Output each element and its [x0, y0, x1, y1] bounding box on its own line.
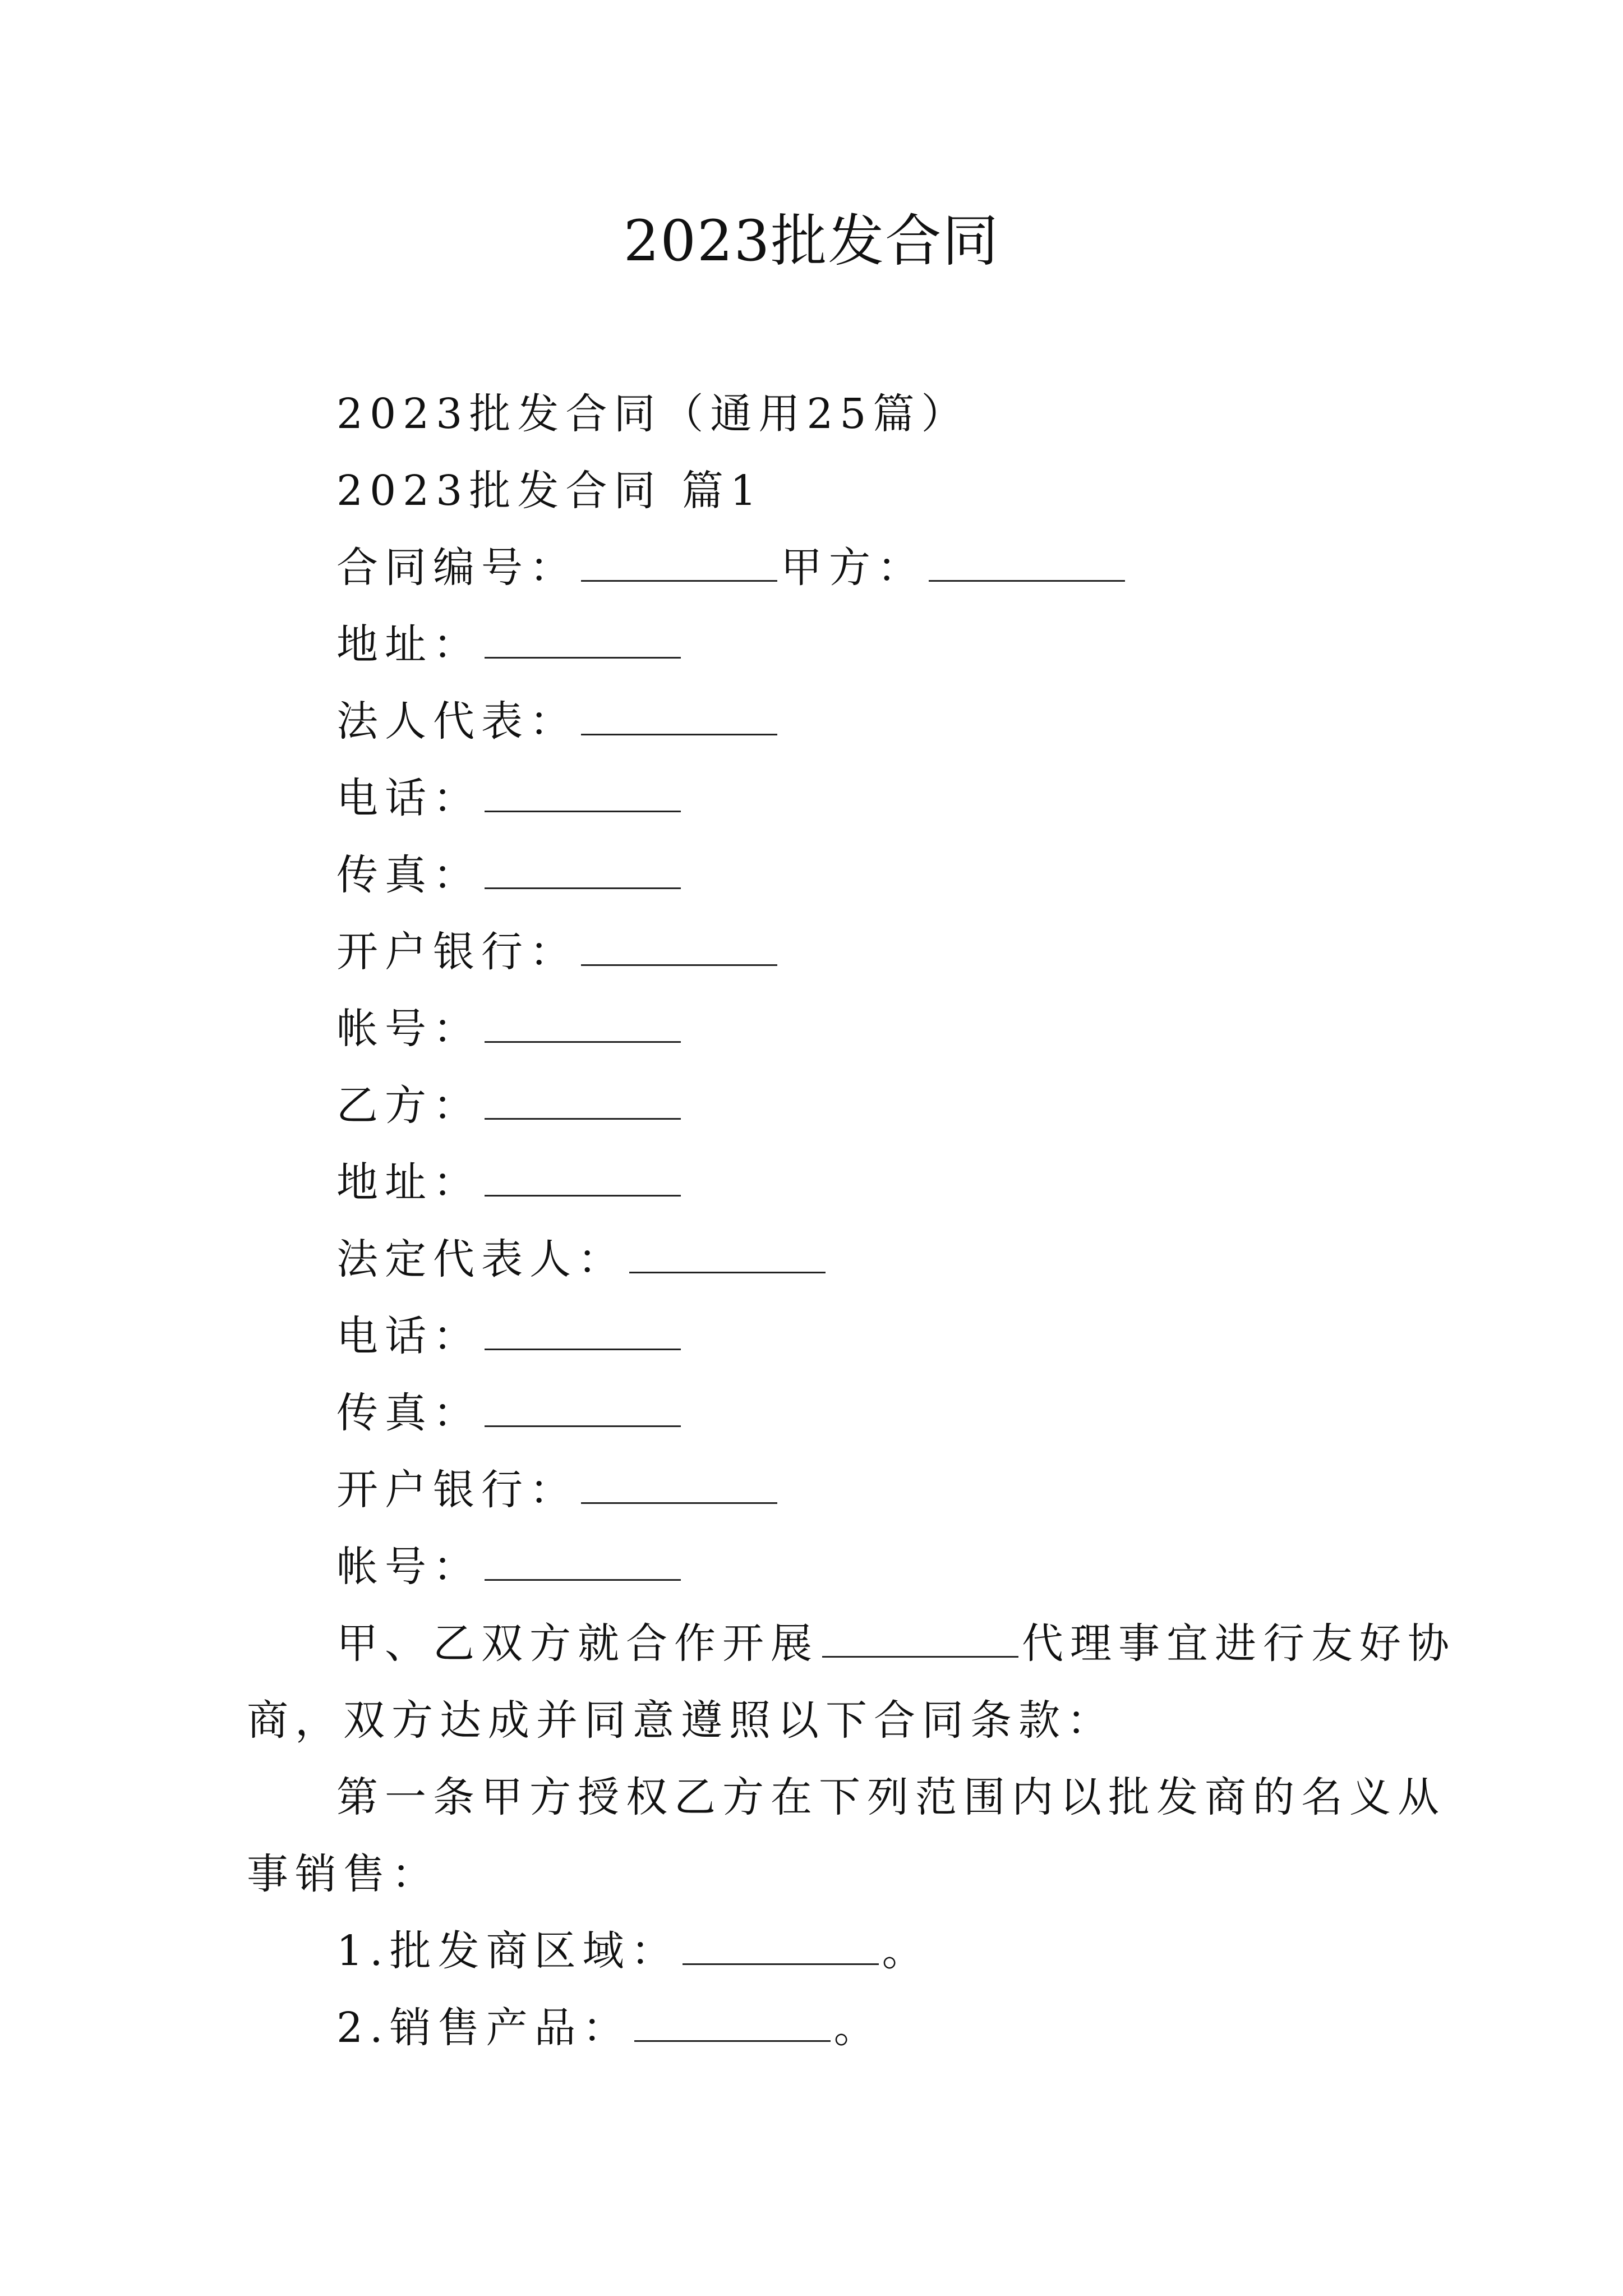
party-a-account-blank [485, 1006, 681, 1043]
sales-product-blank [634, 2005, 831, 2042]
article-one-line2 [247, 1846, 440, 1902]
wholesale-region-label: 1.批发商区域： [336, 1927, 679, 1975]
article-one-cont: 事销售： [247, 1850, 440, 1898]
paragraph-cooperation-cont: 商，双方达成并同意遵照以下合同条款： [247, 1696, 1115, 1745]
subtitle-line [336, 386, 970, 442]
contract-number-blank [581, 545, 777, 582]
party-b-fax-blank [485, 1391, 681, 1427]
party-b-bank-line [336, 1462, 781, 1518]
party-b-phone-line [336, 1308, 684, 1364]
paragraph-cooperation-line1 [336, 1616, 1456, 1672]
paragraph-cooperation-line2 [247, 1692, 1115, 1749]
party-b-phone-label: 电话： [336, 1312, 481, 1360]
party-b-fax-label: 传真： [336, 1389, 481, 1437]
party-b-blank [485, 1083, 681, 1120]
party-b-address-label: 地址： [336, 1158, 481, 1207]
document-title: 2023批发合同 [623, 208, 1000, 274]
party-a-bank-line [336, 924, 781, 980]
party-b-legal-rep-label: 法定代表人： [336, 1235, 626, 1283]
party-a-address-line [336, 616, 684, 673]
paragraph-cooperation-before: 甲、乙双方就合作开展 [336, 1619, 819, 1668]
party-a-legal-rep-label: 法人代表： [336, 697, 578, 746]
party-a-bank-blank [581, 930, 777, 966]
party-a-phone-line [336, 770, 684, 826]
party-b-address-line [336, 1154, 684, 1211]
party-a-fax-line [336, 847, 684, 903]
section-heading [336, 463, 763, 519]
cooperation-blank [822, 1621, 1018, 1658]
party-a-legal-rep-blank [581, 699, 777, 735]
party-a-phone-blank [485, 776, 681, 812]
party-b-label: 乙方： [336, 1082, 481, 1130]
party-a-address-label: 地址： [336, 620, 481, 669]
article-one-line1 [336, 1769, 1446, 1825]
contract-number-line [336, 540, 1128, 596]
wholesale-region-end: 。 [882, 1927, 930, 1975]
party-b-account-blank [485, 1544, 681, 1581]
party-b-legal-rep-blank [629, 1237, 826, 1273]
party-a-fax-blank [485, 853, 681, 889]
party-b-bank-label: 开户银行： [336, 1466, 578, 1514]
item-sales-product-line [336, 2000, 882, 2056]
sales-product-label: 2.销售产品： [336, 2004, 631, 2052]
contract-number-label: 合同编号： [336, 544, 578, 592]
party-b-fax-line [336, 1385, 684, 1441]
party-a-fax-label: 传真： [336, 851, 481, 899]
party-b-legal-rep-line [336, 1231, 829, 1287]
item-wholesale-region-line [336, 1923, 930, 1979]
party-a-account-label: 帐号： [336, 1005, 481, 1053]
party-b-account-line [336, 1539, 684, 1595]
sales-product-end: 。 [833, 2004, 882, 2052]
article-one-text: 第一条甲方授权乙方在下列范围内以批发商的名义从 [336, 1773, 1446, 1821]
party-a-account-line [336, 1001, 684, 1057]
party-a-blank [929, 545, 1125, 582]
wholesale-region-blank [683, 1929, 879, 1965]
party-a-address-blank [485, 622, 681, 659]
party-b-phone-blank [485, 1314, 681, 1350]
party-b-line [336, 1078, 684, 1134]
party-a-legal-rep-line [336, 693, 781, 749]
party-a-label: 甲方： [781, 544, 925, 592]
section-heading-text: 2023批发合同 篇1 [336, 467, 763, 515]
party-a-bank-label: 开户银行： [336, 928, 578, 976]
paragraph-cooperation-after: 代理事宜进行友好协 [1022, 1619, 1456, 1668]
party-a-phone-label: 电话： [336, 774, 481, 822]
party-b-account-label: 帐号： [336, 1543, 481, 1591]
subtitle-text: 2023批发合同（通用25篇） [336, 390, 970, 438]
party-b-address-blank [485, 1160, 681, 1197]
party-b-bank-blank [581, 1467, 777, 1504]
